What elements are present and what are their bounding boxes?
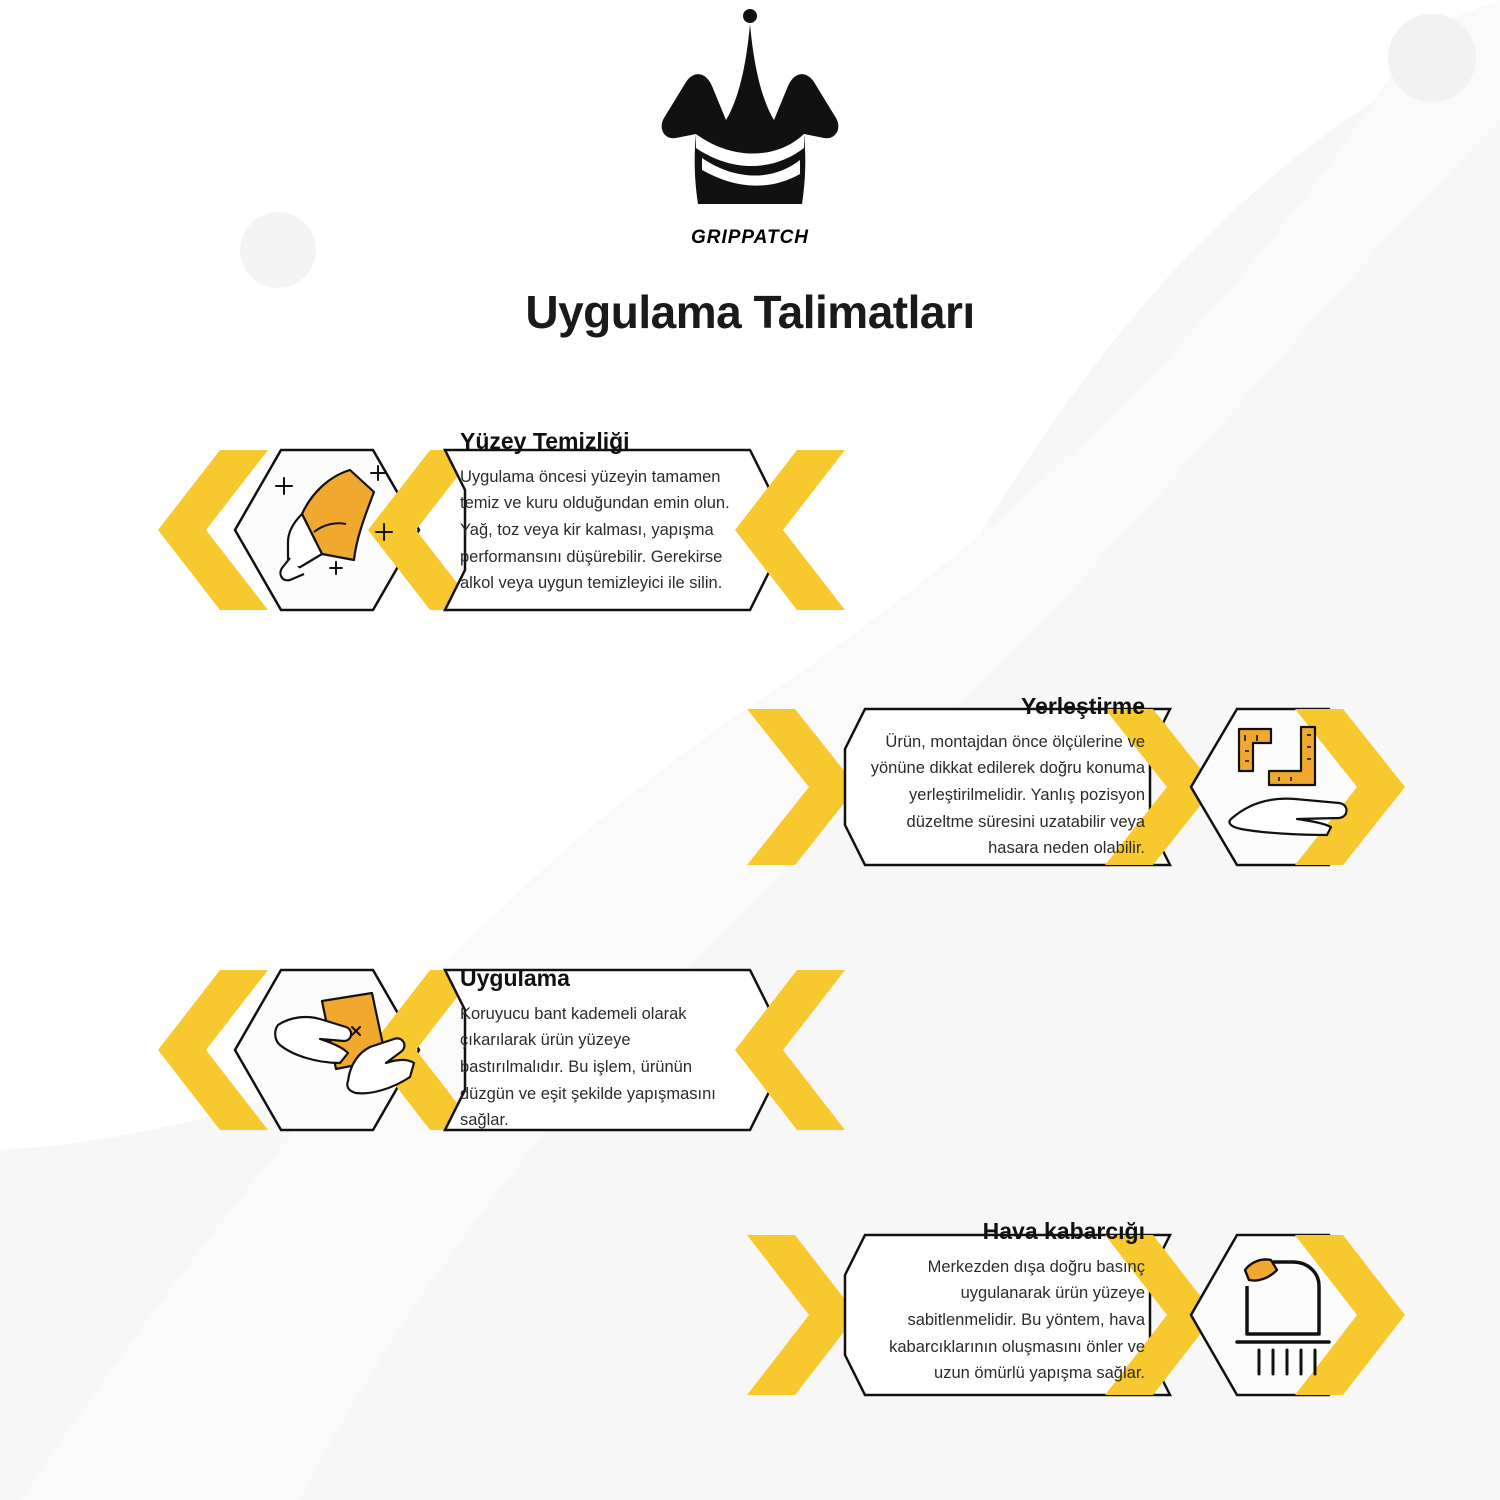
step-title: Uygulama: [460, 965, 570, 991]
step-text-application: [460, 965, 735, 1134]
step-body: Koruyucu bant kademeli olarak çıkarılarak ürün yüzeye bastırılmalıdır. Bu işlem, ürünün düzgün ve eşit şekilde yapışmasını sağlar.: [460, 1004, 716, 1130]
crown-logo-icon: [650, 8, 850, 233]
step-text-placement: [870, 693, 1145, 862]
step-body: Ürün, montajdan önce ölçülerine ve yönüne dikkat edilerek doğru konuma yerleştirilmelidir. Yanlış pozisyon düzeltme süresini uzatabilir veya hasara neden olabilir.: [870, 732, 1145, 858]
step-card-placement: [775, 665, 1395, 910]
step-text-air-bubble: [870, 1218, 1145, 1387]
step-title: Hava kabarcığı: [982, 1218, 1145, 1244]
step-title: Yüzey Temizliği: [460, 428, 630, 454]
brand-logo: [0, 0, 1500, 249]
step-card-air-bubble: [775, 1190, 1395, 1440]
page-title: Uygulama Talimatları: [525, 286, 975, 338]
step-card-application: [150, 925, 770, 1175]
step-card-surface-cleaning: [150, 400, 770, 660]
step-text-surface-cleaning: [460, 428, 735, 597]
step-body: Uygulama öncesi yüzeyin tamamen temiz ve kuru olduğundan emin olun. Yağ, toz veya kir kalması, yapışma performansını düşürebilir. Gerekirse alkol veya uygun temizleyici ile silin.: [460, 467, 730, 593]
brand-wordmark: GRIPPATCH: [690, 227, 810, 248]
step-title: Yerleştirme: [1020, 693, 1145, 719]
step-body: Merkezden dışa doğru basınç uygulanarak ürün yüzeye sabitlenmelidir. Bu yöntem, hava kabarcıklarının oluşmasını önler ve uzun ömürlü yapışma sağlar.: [889, 1257, 1145, 1383]
